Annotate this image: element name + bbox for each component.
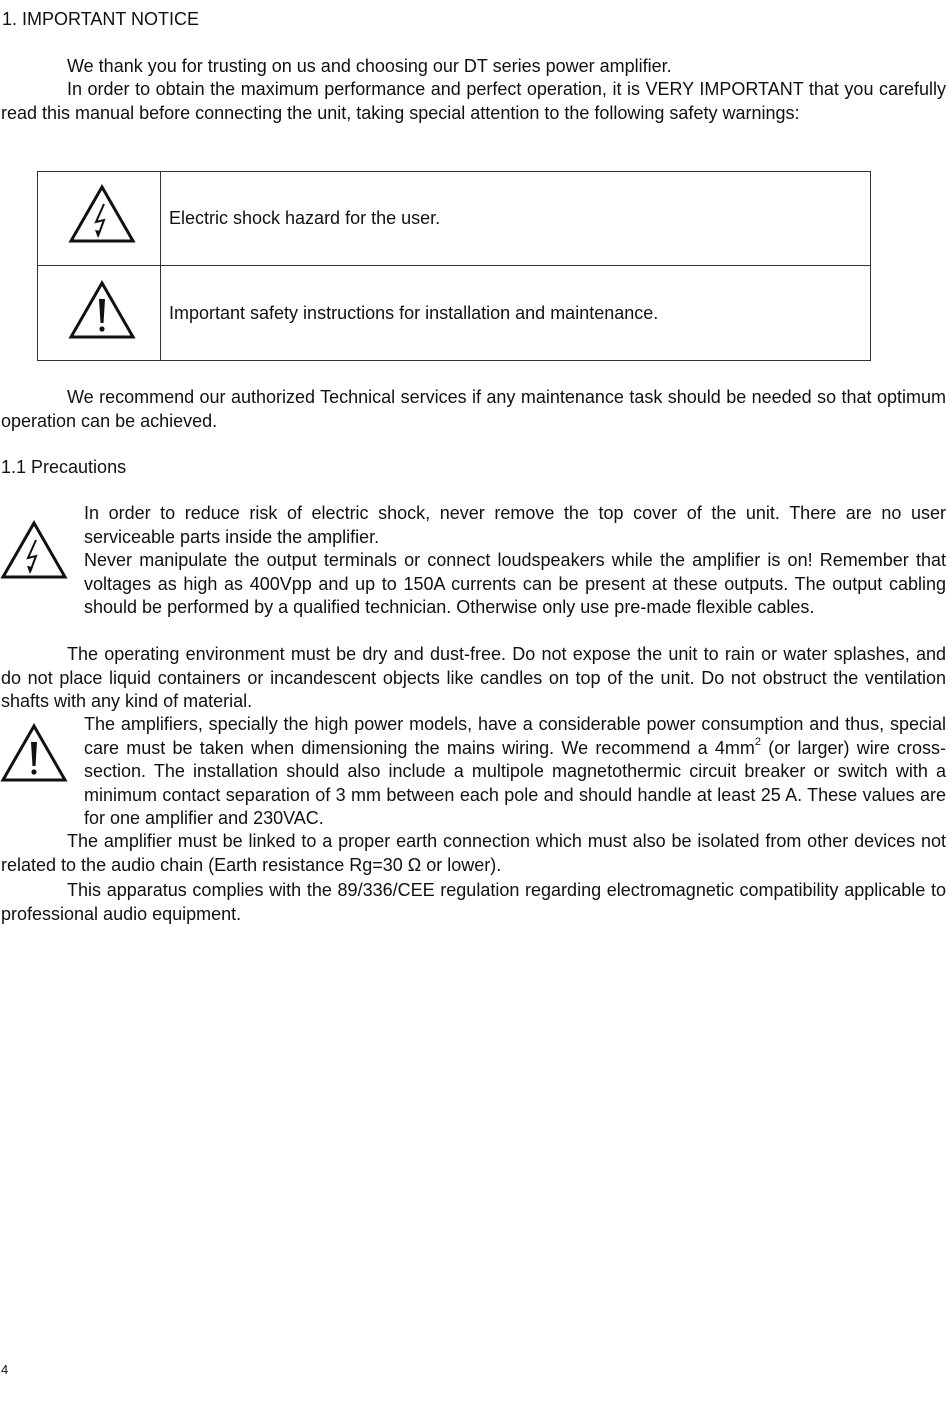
- paragraph-4-text-a: The amplifiers, specially the high power models, have a considerable power consumption and thus, special care must be taken when dimensioning the mains wiring. We recommend a 4mm: [84, 714, 946, 758]
- precaution-paragraph-4: [84, 713, 946, 831]
- recommend-paragraph: We recommend our authorized Technical services if any maintenance task should be needed so that optimum operation can be achieved.: [1, 387, 946, 431]
- electric-shock-warning-icon: [0, 520, 68, 580]
- icon-cell: [38, 266, 161, 360]
- page-number: 4: [1, 1362, 9, 1377]
- icon-cell: [38, 172, 161, 265]
- precaution-paragraph-1: In order to reduce risk of electric shock, never remove the top cover of the unit. There are no user serviceable parts inside the amplifier.: [84, 503, 946, 547]
- intro-paragraph-1: We thank you for trusting on us and choosing our DT series power amplifier.: [67, 56, 672, 76]
- safety-symbols-table: [37, 171, 871, 361]
- table-cell-text: [169, 172, 440, 265]
- superscript-2: 2: [754, 735, 761, 748]
- precaution-paragraph-3: The operating environment must be dry and dust-free. Do not expose the unit to rain or water splashes, and do not place liquid containers or incandescent objects like candles on top of the unit. Do not obstruct the ventilation shafts with any kind of material.: [1, 644, 946, 711]
- exclamation-warning-icon: [68, 280, 136, 340]
- electric-shock-text: Electric shock hazard for the user.: [169, 208, 441, 228]
- precaution-paragraph-2-start: [84, 549, 946, 620]
- precaution-paragraph-2: Never manipulate the output terminals or connect loudspeakers while the amplifier is on! Remember that voltages as high as 400Vpp and up to 150A currents can be present at these outputs. The output cabling should be performed by a qualified technician. Otherwise only use pre-made flexible cables.: [84, 550, 946, 617]
- table-cell-text: [169, 266, 658, 360]
- precaution-paragraph-6: This apparatus complies with the 89/336/CEE regulation regarding electromagnetic compatibility applicable to professional audio equipment.: [1, 880, 946, 924]
- intro-paragraph-2: In order to obtain the maximum performance and perfect operation, it is VERY IMPORTANT that you carefully read this manual before connecting the unit, taking special attention to the following safety warnings:: [1, 79, 946, 123]
- safety-instructions-text: Important safety instructions for installation and maintenance.: [169, 302, 659, 323]
- paragraph-4-text-b: (or larger) wire cross-section. The installation should also include a multipole magnetothermic circuit breaker or switch with a minimum contact separation of 3 mm between each pole and should handle at least 25 A. These values are for one amplifier and 230VAC.: [84, 737, 946, 828]
- exclamation-warning-icon: [0, 723, 68, 783]
- table-row: [38, 172, 870, 266]
- precaution-paragraph-5: The amplifier must be linked to a proper earth connection which must also be isolated from other devices not related to the audio chain (Earth resistance Rg=30 Ω or lower).: [1, 831, 946, 875]
- precautions-heading: 1.1 Precautions: [1, 457, 127, 477]
- section-heading: 1. IMPORTANT NOTICE: [2, 9, 200, 29]
- table-row: [38, 266, 870, 360]
- electric-shock-warning-icon: [68, 184, 136, 244]
